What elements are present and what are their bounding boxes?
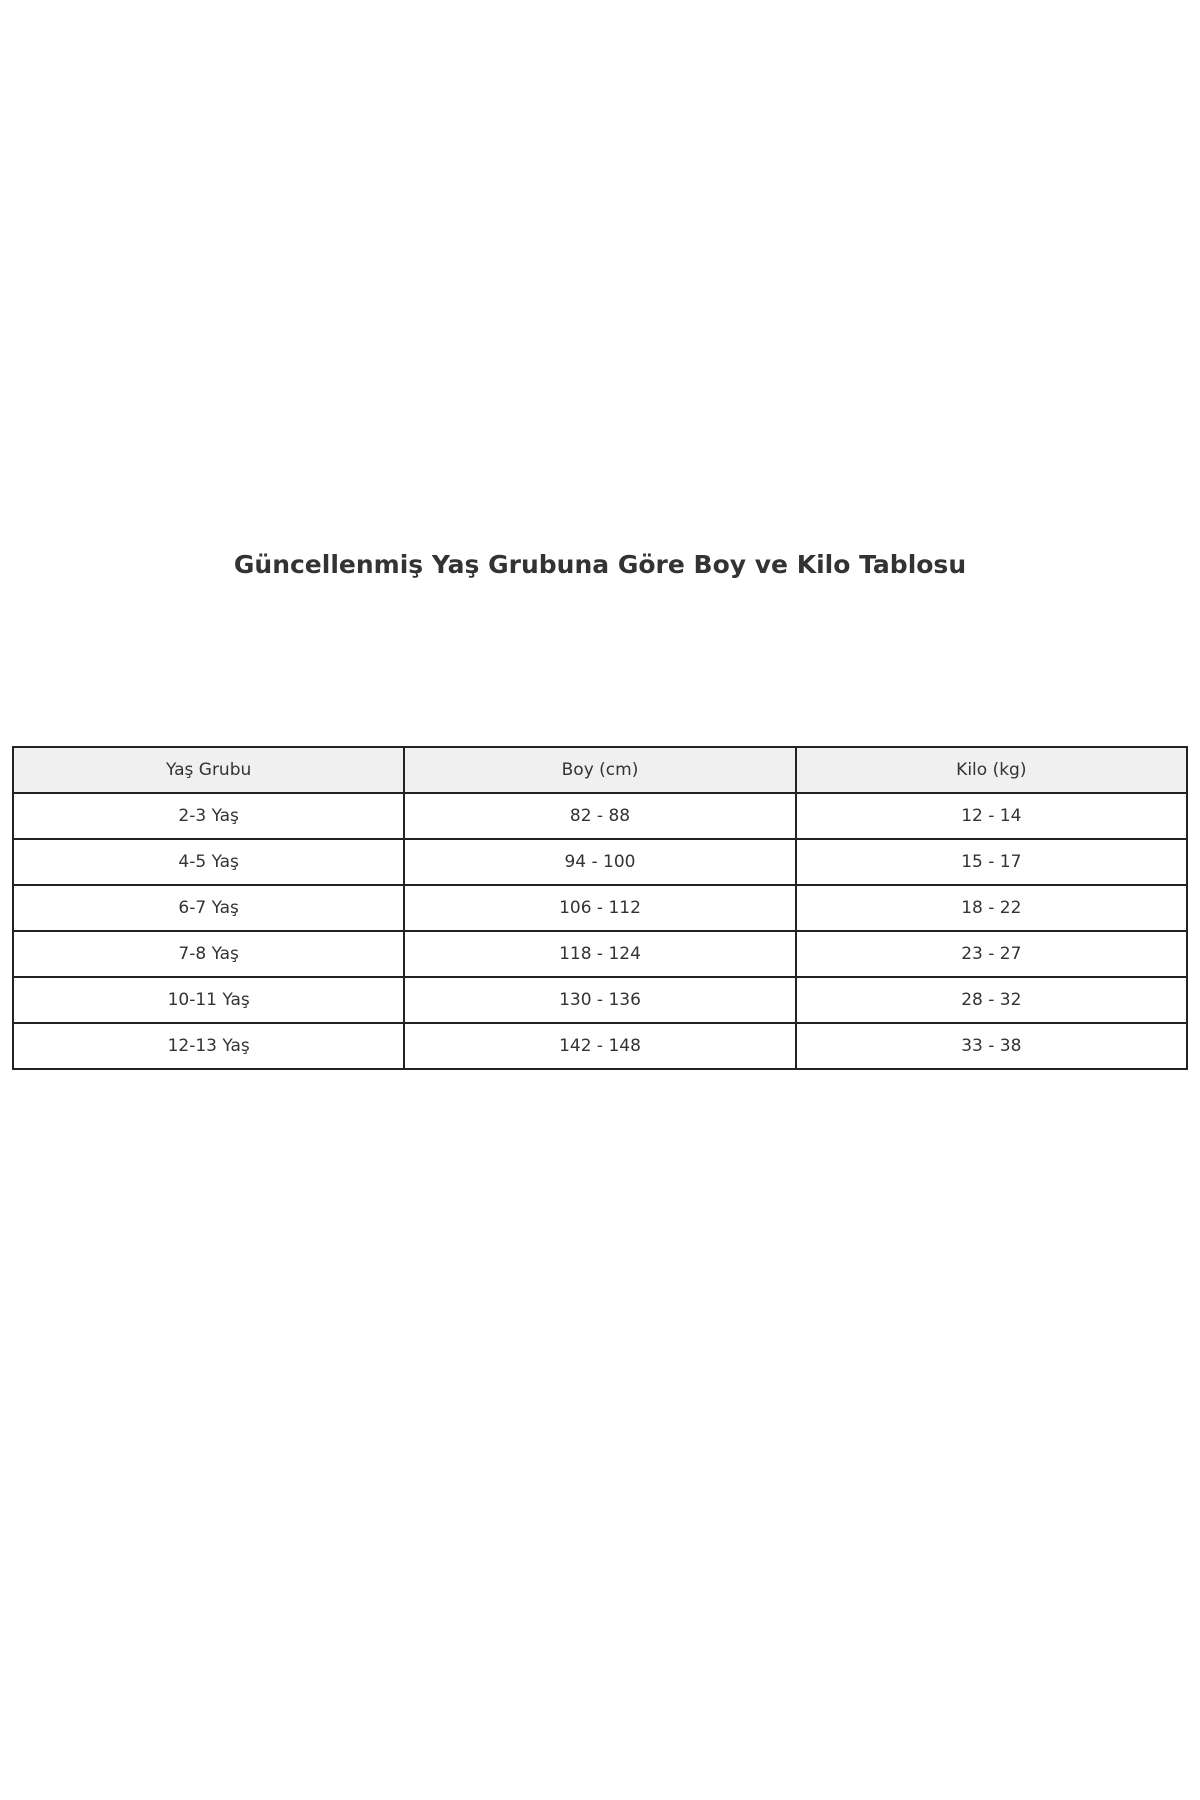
- height-cell: 130 - 136: [404, 977, 795, 1023]
- height-cell: 118 - 124: [404, 931, 795, 977]
- header-row: [13, 747, 1187, 793]
- column-header-age-group: Yaş Grubu: [13, 747, 404, 793]
- table-row: [13, 839, 1187, 885]
- table-row: [13, 1023, 1187, 1069]
- weight-cell: 23 - 27: [796, 931, 1187, 977]
- age-group-cell: 2-3 Yaş: [13, 793, 404, 839]
- table-header: [13, 747, 1187, 793]
- table-row: [13, 793, 1187, 839]
- weight-cell: 28 - 32: [796, 977, 1187, 1023]
- age-group-cell: 7-8 Yaş: [13, 931, 404, 977]
- column-header-weight: Kilo (kg): [796, 747, 1187, 793]
- height-cell: 142 - 148: [404, 1023, 795, 1069]
- age-group-cell: 10-11 Yaş: [13, 977, 404, 1023]
- weight-cell: 12 - 14: [796, 793, 1187, 839]
- size-table: [12, 746, 1188, 1070]
- height-cell: 94 - 100: [404, 839, 795, 885]
- age-group-cell: 6-7 Yaş: [13, 885, 404, 931]
- height-cell: 82 - 88: [404, 793, 795, 839]
- weight-cell: 33 - 38: [796, 1023, 1187, 1069]
- height-cell: 106 - 112: [404, 885, 795, 931]
- table-row: [13, 977, 1187, 1023]
- table-row: [13, 885, 1187, 931]
- table-body: [13, 793, 1187, 1069]
- table-row: [13, 931, 1187, 977]
- age-group-cell: 12-13 Yaş: [13, 1023, 404, 1069]
- age-group-cell: 4-5 Yaş: [13, 839, 404, 885]
- page-title: Güncellenmiş Yaş Grubuna Göre Boy ve Kilo Tablosu: [233, 550, 967, 579]
- column-header-height: Boy (cm): [404, 747, 795, 793]
- weight-cell: 18 - 22: [796, 885, 1187, 931]
- weight-cell: 15 - 17: [796, 839, 1187, 885]
